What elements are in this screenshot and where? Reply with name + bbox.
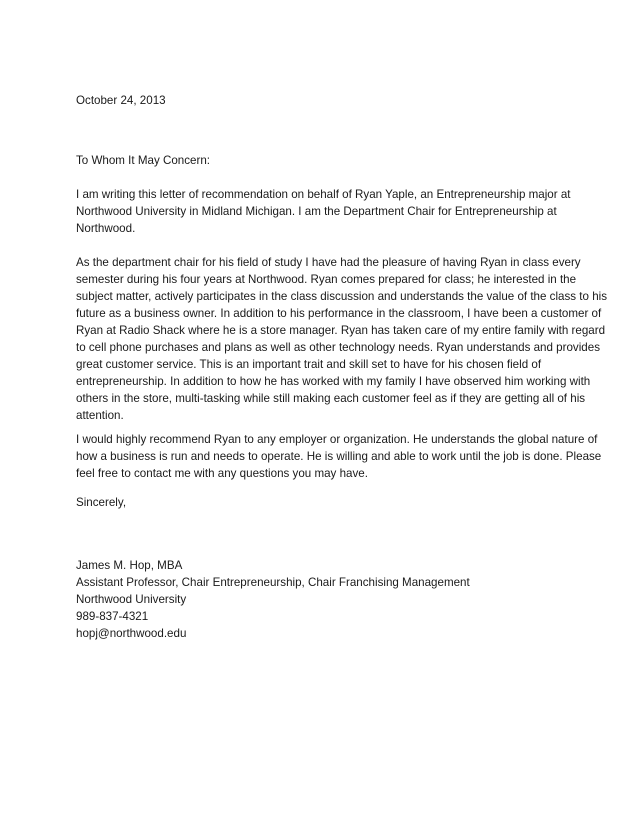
- paragraph-line: Northwood University in Midland Michigan. I am the Department Chair for Entrepreneurship at: [76, 205, 557, 218]
- signer-phone: 989-837-4321: [76, 610, 149, 623]
- paragraph-recommendation: [76, 431, 602, 482]
- signature-block: [76, 557, 556, 642]
- paragraph-line: others in the store, multi-tasking while still making each customer feel as if they are getting all of his: [76, 392, 586, 405]
- paragraph-line: feel free to contact me with any questions you may have.: [76, 467, 368, 480]
- signer-title: Assistant Professor, Chair Entrepreneurship, Chair Franchising Management: [76, 576, 470, 589]
- paragraph-line: attention.: [76, 409, 124, 422]
- paragraph-line: I am writing this letter of recommendation on behalf of Ryan Yaple, an Entrepreneurship major at: [76, 188, 571, 201]
- paragraph-line: how a business is run and needs to operate. He is willing and able to work until the job is done. Please: [76, 450, 602, 463]
- paragraph-line: future as a business owner. In addition to his performance in the classroom, I have been a customer of: [76, 307, 602, 320]
- paragraph-line: great customer service. This is an important trait and skill set to have for his chosen field of: [76, 358, 542, 371]
- paragraph-line: to cell phone purchases and plans as well as other technology needs. Ryan understands and provides: [76, 341, 600, 354]
- paragraph-body: [76, 254, 608, 424]
- paragraph-introduction: [76, 186, 571, 237]
- date-text: October 24, 2013: [76, 94, 166, 107]
- paragraph-line: entrepreneurship. In addition to how he has worked with my family I have observed him working with: [76, 375, 591, 388]
- signer-name: James M. Hop, MBA: [76, 559, 183, 572]
- salutation-text: To Whom It May Concern:: [76, 154, 211, 167]
- letter-date: [76, 92, 556, 109]
- signer-email: hopj@northwood.edu: [76, 627, 187, 640]
- paragraph-line: Ryan at Radio Shack where he is a store manager. Ryan has taken care of my entire family with regard: [76, 324, 606, 337]
- paragraph-line: Northwood.: [76, 222, 136, 235]
- paragraph-line: As the department chair for his field of study I have had the pleasure of having Ryan in class every: [76, 256, 581, 269]
- signer-organization: Northwood University: [76, 593, 187, 606]
- paragraph-line: semester during his four years at Northwood. Ryan comes prepared for class; he interested in the: [76, 273, 577, 286]
- closing-text: Sincerely,: [76, 496, 127, 509]
- paragraph-line: I would highly recommend Ryan to any employer or organization. He understands the global nature of: [76, 433, 598, 446]
- closing: [76, 494, 556, 511]
- salutation: [76, 152, 556, 169]
- paragraph-line: subject matter, actively participates in the class discussion and understands the value of the class to his: [76, 290, 608, 303]
